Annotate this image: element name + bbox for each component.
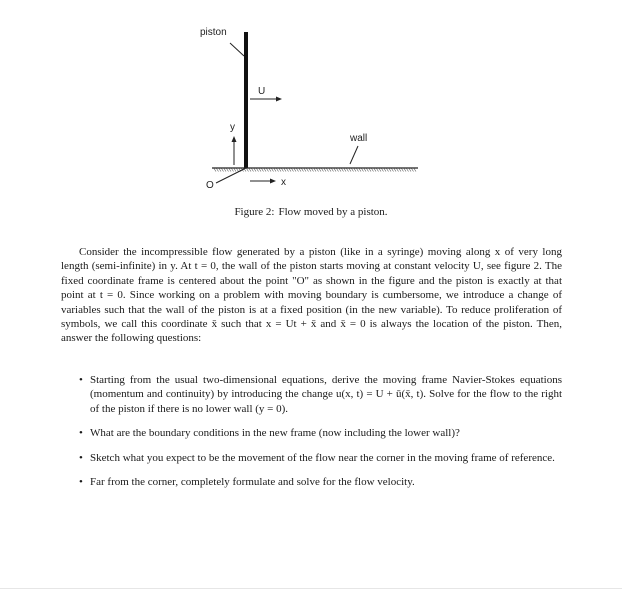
hatch-mark [412, 169, 414, 172]
question-text: Starting from the usual two-dimensional equations, derive the moving frame Navier-Stokes equations (momentum and continuity) by introducing the change u(x, t) = U + ū(x̄, t). Solve for the flow to the right of the piston if there is no lower wall (y = 0). [90, 374, 562, 415]
y-axis-label: y [230, 122, 235, 133]
hatch-mark [257, 169, 259, 172]
hatch-mark [224, 169, 226, 172]
hatch-mark [252, 169, 254, 172]
question-text: Far from the corner, completely formulate and solve for the flow velocity. [90, 476, 415, 489]
hatch-mark [369, 169, 371, 172]
problem-statement [61, 245, 562, 346]
hatch-mark [269, 169, 271, 172]
hatch-mark [327, 169, 329, 172]
question-item [61, 373, 562, 416]
hatch-mark [262, 169, 264, 172]
hatch-mark [379, 169, 381, 172]
hatch-mark [409, 169, 411, 172]
hatch-mark [219, 169, 221, 172]
hatch-mark [297, 169, 299, 172]
hatch-mark [362, 169, 364, 172]
piston-pointer-line [230, 43, 244, 56]
hatch-mark [289, 169, 291, 172]
hatch-mark [329, 169, 331, 172]
hatch-mark [237, 169, 239, 172]
question-text: What are the boundary conditions in the new frame (now including the lower wall)? [90, 427, 460, 440]
hatch-mark [357, 169, 359, 172]
question-text: Sketch what you expect to be the movement of the flow near the corner in the moving frame of reference. [90, 451, 555, 464]
x-axis-arrowhead [270, 179, 276, 184]
bullet-icon: • [79, 476, 83, 489]
hatch-mark [382, 169, 384, 172]
hatch-mark [294, 169, 296, 172]
hatch-mark [342, 169, 344, 172]
hatch-mark [334, 169, 336, 172]
figure-caption-text: Flow moved by a piston. [278, 206, 388, 218]
hatch-mark [394, 169, 396, 172]
hatch-mark [229, 169, 231, 172]
hatch-mark [267, 169, 269, 172]
hatch-mark [319, 169, 321, 172]
velocity-arrow-head [276, 97, 282, 102]
bullet-icon: • [79, 451, 83, 464]
x-axis-label: x [281, 177, 286, 188]
hatch-mark [392, 169, 394, 172]
hatch-mark [372, 169, 374, 172]
question-item [61, 426, 562, 440]
hatch-mark [317, 169, 319, 172]
hatch-mark [312, 169, 314, 172]
bullet-icon: • [79, 427, 83, 440]
hatch-mark [307, 169, 309, 172]
hatch-mark [292, 169, 294, 172]
wall-pointer-line [350, 146, 358, 164]
hatch-mark [402, 169, 404, 172]
hatch-mark [359, 169, 361, 172]
hatch-mark [234, 169, 236, 172]
hatch-mark [304, 169, 306, 172]
hatch-mark [284, 169, 286, 172]
hatch-mark [374, 169, 376, 172]
hatch-mark [349, 169, 351, 172]
hatch-mark [389, 169, 391, 172]
hatch-mark [332, 169, 334, 172]
hatch-mark [227, 169, 229, 172]
hatch-mark [407, 169, 409, 172]
hatch-mark [302, 169, 304, 172]
problem-paragraph: Consider the incompressible flow generated by a piston (like in a syringe) moving along x of very long length (semi-infinite) in y. At t = 0, the wall of the piston starts moving at constant velocity U, see figure 2. The fixed coordinate frame is centered about the point "O" as shown in the figure and the piston is exactly at that point at t = 0. Since working on a problem with moving boundary is cumbersome, we introduce a change of variables such that the wall of the piston is at a fixed position (in the new variable). To reduce proliferation of symbols, we call this coordinate x̄ such that x = Ut + x̄ and x̄ = 0 is always the location of the piston. Then, answer the following questions: [61, 246, 562, 345]
hatch-mark [217, 169, 219, 172]
hatch-mark [354, 169, 356, 172]
hatch-mark [399, 169, 401, 172]
hatch-mark [279, 169, 281, 172]
question-item [61, 475, 562, 489]
hatch-mark [299, 169, 301, 172]
hatch-mark [314, 169, 316, 172]
y-axis-arrowhead [232, 136, 237, 142]
hatch-mark [309, 169, 311, 172]
figure-caption-label: Figure 2: [234, 206, 275, 218]
hatch-mark [344, 169, 346, 172]
hatch-mark [339, 169, 341, 172]
hatch-mark [377, 169, 379, 172]
page-bottom-rule [0, 588, 622, 589]
hatch-mark [259, 169, 261, 172]
hatch-mark [384, 169, 386, 172]
hatch-mark [347, 169, 349, 172]
hatch-mark [214, 169, 216, 172]
hatch-mark [324, 169, 326, 172]
hatch-mark [364, 169, 366, 172]
hatch-mark [387, 169, 389, 172]
figure-caption [0, 206, 622, 218]
hatch-mark [277, 169, 279, 172]
question-item [61, 451, 562, 465]
wall-label: wall [350, 133, 368, 144]
piston-label: piston [200, 27, 227, 38]
hatch-mark [337, 169, 339, 172]
hatch-mark [414, 169, 416, 172]
hatch-mark [404, 169, 406, 172]
origin-label: O [206, 180, 214, 191]
piston-wall [244, 32, 248, 168]
hatch-mark [247, 169, 249, 172]
hatch-mark [274, 169, 276, 172]
hatch-mark [222, 169, 224, 172]
hatch-mark [264, 169, 266, 172]
hatch-mark [397, 169, 399, 172]
hatch-mark [232, 169, 234, 172]
hatch-mark [367, 169, 369, 172]
hatch-mark [249, 169, 251, 172]
hatch-mark [287, 169, 289, 172]
piston-figure [0, 0, 622, 200]
bullet-icon: • [79, 374, 83, 386]
hatch-mark [254, 169, 256, 172]
hatch-mark [322, 169, 324, 172]
hatch-mark [272, 169, 274, 172]
hatch-mark [352, 169, 354, 172]
hatch-mark [282, 169, 284, 172]
velocity-label: U [258, 86, 266, 97]
question-list [61, 373, 562, 499]
